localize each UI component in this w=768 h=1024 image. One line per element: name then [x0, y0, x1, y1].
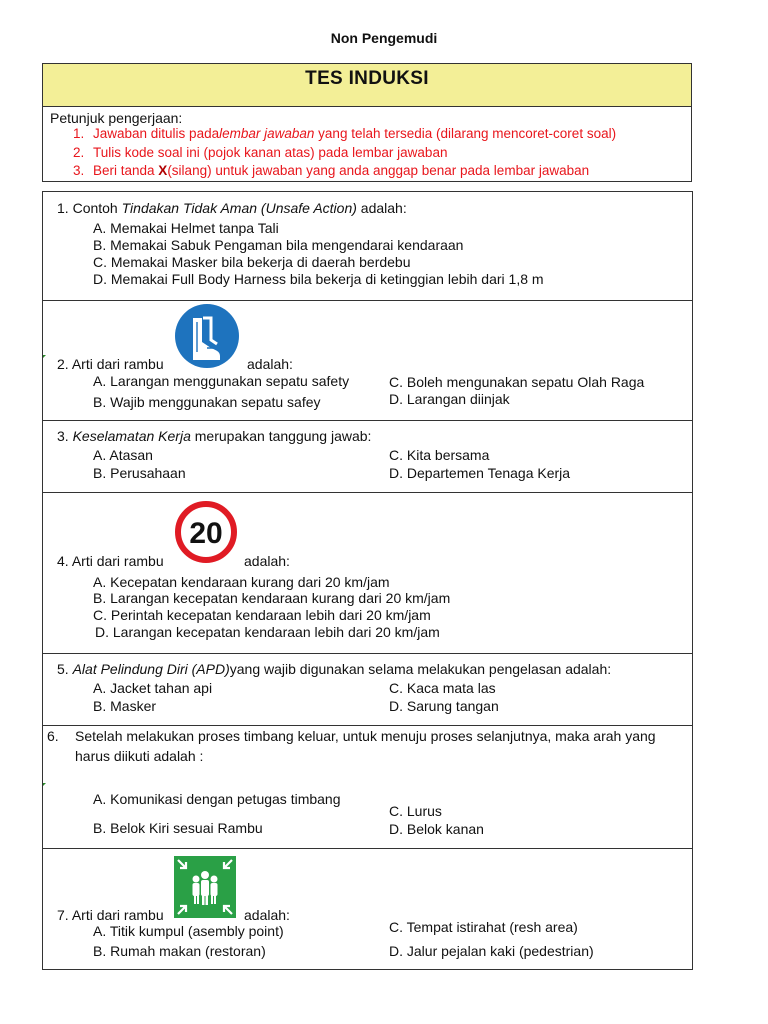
question-number: 7.	[57, 907, 69, 923]
question-2-suffix: adalah:	[247, 356, 293, 372]
instruction-text: Beri tanda	[93, 163, 159, 178]
option-1b: B. Memakai Sabuk Pengaman bila mengendarai kendaraan	[93, 237, 464, 253]
option-4b: B. Larangan kecepatan kendaraan kurang dari 20 km/jam	[93, 590, 451, 606]
option-2b: B. Wajib menggunakan sepatu safey	[93, 394, 321, 410]
instruction-number: 2.	[73, 145, 85, 160]
question-text: Arti dari rambu	[71, 907, 164, 923]
question-emphasis: Tindakan Tidak Aman (Unsafe Action)	[121, 200, 357, 216]
question-text: Arti dari rambu	[71, 553, 164, 569]
option-3b: B. Perusahaan	[93, 465, 186, 481]
question-text: merupakan tanggung jawab:	[190, 428, 372, 444]
question-number: 5.	[57, 661, 69, 677]
option-6a: A. Komunikasi dengan petugas timbang	[93, 791, 341, 807]
question-5	[57, 661, 611, 677]
option-2c: C. Boleh mengunakan sepatu Olah Raga	[389, 374, 645, 390]
question-4	[57, 553, 164, 569]
option-4d: D. Larangan kecepatan kendaraan lebih dari 20 km/jam	[95, 624, 440, 640]
option-1c: C. Memakai Masker bila bekerja di daerah berdebu	[93, 254, 411, 270]
option-5c: C. Kaca mata las	[389, 680, 496, 696]
page-title: Non Pengemudi	[330, 30, 438, 46]
question-number: 1.	[57, 200, 69, 216]
question-1	[57, 200, 407, 216]
question-text: yang wajib digunakan selama melakukan pengelasan adalah:	[229, 661, 612, 677]
question-2	[57, 356, 164, 372]
safety-boots-sign-icon	[175, 304, 239, 368]
option-6c: C. Lurus	[389, 803, 442, 819]
option-4c: C. Perintah kecepatan kendaraan lebih dari 20 km/jam	[93, 607, 431, 623]
option-2a: A. Larangan menggunakan sepatu safety	[93, 373, 350, 389]
question-number: 4.	[57, 553, 69, 569]
question-6-line-2: harus diikuti adalah :	[75, 748, 204, 764]
instruction-emphasis: lembar jawaban	[219, 126, 315, 141]
option-5d: D. Sarung tangan	[389, 698, 499, 714]
question-7	[57, 907, 164, 923]
option-6b: B. Belok Kiri sesuai Rambu	[93, 820, 263, 836]
option-2d: D. Larangan diinjak	[389, 391, 510, 407]
speed-limit-value: 20	[189, 517, 223, 550]
instruction-mark: X	[158, 163, 168, 178]
option-1d: D. Memakai Full Body Harness bila bekerja di ketinggian lebih dari 1,8 m	[93, 271, 544, 287]
question-7-suffix: adalah:	[244, 907, 290, 923]
instruction-number: 3.	[73, 163, 85, 178]
option-3d: D. Departemen Tenaga Kerja	[389, 465, 571, 481]
option-7d: D. Jalur pejalan kaki (pedestrian)	[389, 943, 594, 959]
test-title: TES INDUKSI	[305, 68, 429, 89]
question-6-number: 6.	[47, 728, 59, 744]
question-6-line-1: Setelah melakukan proses timbang keluar, untuk menuju proses selanjutnya, maka arah yang	[75, 728, 656, 744]
instruction-item	[73, 163, 683, 180]
question-text: Contoh	[72, 200, 122, 216]
cell-marker	[43, 783, 46, 786]
question-number: 2.	[57, 356, 69, 372]
instruction-text: Tulis kode soal ini (pojok kanan atas) pada lembar jawaban	[93, 145, 448, 160]
option-3a: A. Atasan	[93, 447, 153, 463]
question-text: adalah:	[356, 200, 407, 216]
question-3	[57, 428, 371, 444]
option-1a: A. Memakai Helmet tanpa Tali	[93, 220, 279, 236]
instruction-item	[73, 126, 683, 143]
question-emphasis: Keselamatan Kerja	[72, 428, 191, 444]
question-emphasis: Alat Pelindung Diri (APD)	[72, 661, 230, 677]
question-text: Arti dari rambu	[71, 356, 164, 372]
instruction-text: Jawaban ditulis pada	[93, 126, 220, 141]
speed-limit-sign-icon	[175, 501, 237, 563]
instruction-text: (silang) untuk jawaban yang anda anggap benar pada lembar jawaban	[167, 163, 590, 178]
option-7c: C. Tempat istirahat (resh area)	[389, 919, 578, 935]
option-5a: A. Jacket tahan api	[93, 680, 213, 696]
option-4a: A. Kecepatan kendaraan kurang dari 20 km/jam	[93, 574, 390, 590]
assembly-point-sign-icon	[174, 856, 236, 918]
instruction-text: yang telah tersedia (dilarang mencoret-coret soal)	[318, 126, 617, 141]
option-5b: B. Masker	[93, 698, 157, 714]
cell-marker	[43, 355, 46, 358]
instructions-label: Petunjuk pengerjaan:	[50, 110, 183, 126]
instruction-number: 1.	[73, 126, 85, 141]
test-title-box	[42, 63, 692, 107]
question-4-suffix: adalah:	[244, 553, 290, 569]
option-6d: D. Belok kanan	[389, 821, 484, 837]
instruction-item	[73, 145, 683, 162]
question-number: 3.	[57, 428, 69, 444]
option-3c: C. Kita bersama	[389, 447, 490, 463]
option-7b: B. Rumah makan (restoran)	[93, 943, 266, 959]
option-7a: A. Titik kumpul (asembly point)	[93, 923, 284, 939]
